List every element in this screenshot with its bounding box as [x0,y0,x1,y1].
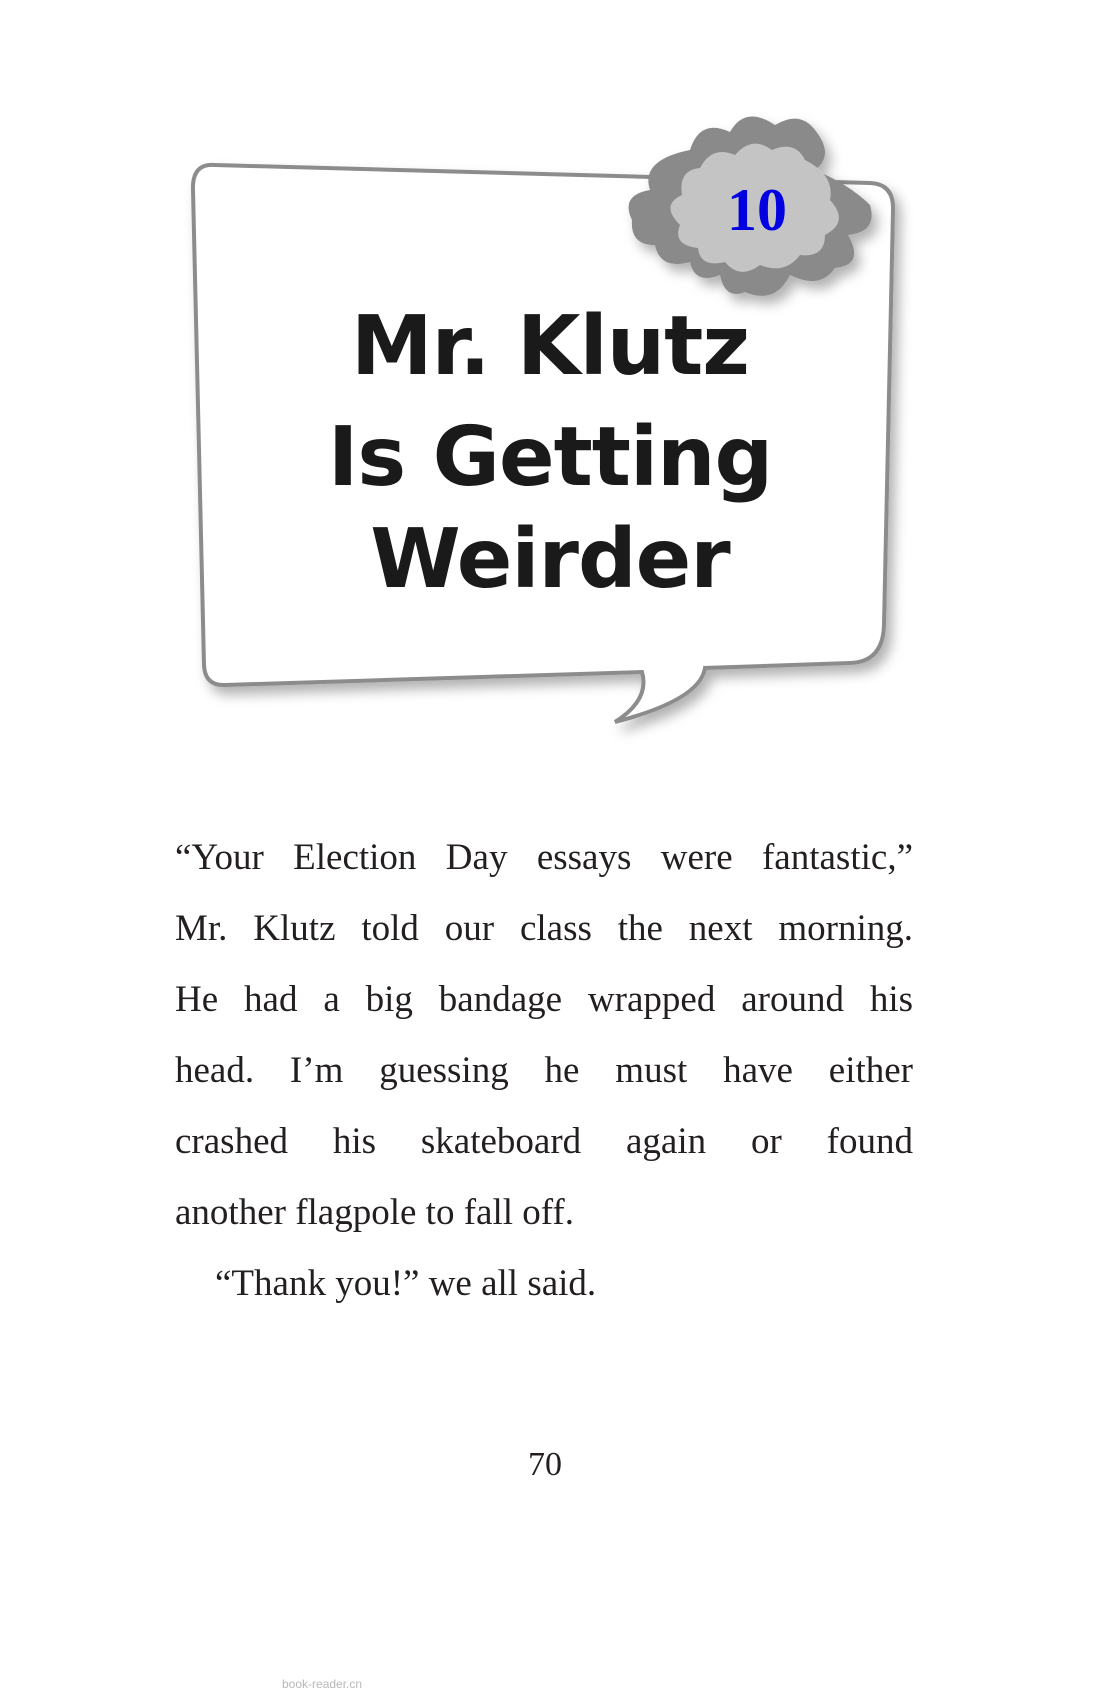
text-line: another flagpole to fall off. [175,1192,574,1233]
text-line: head. I’m guessing he must have either [175,1050,913,1091]
watermark: book-reader.cn [282,1677,363,1691]
text-line: “Thank you!” we all said. [215,1263,597,1304]
chapter-title-line-3: Weirder [370,512,730,607]
body-text [175,822,913,1319]
chapter-number: 10 [727,177,787,243]
text-line: Mr. Klutz told our class the next morning. [175,908,913,949]
page-number: 70 [528,1446,562,1483]
chapter-title-line-1: Mr. Klutz [351,299,749,394]
text-line: crashed his skateboard again or found [175,1121,913,1162]
text-line: “Your Election Day essays were fantastic,” [175,837,913,878]
chapter-title-line-2: Is Getting [327,410,773,505]
text-line: He had a big bandage wrapped around his [175,979,913,1020]
